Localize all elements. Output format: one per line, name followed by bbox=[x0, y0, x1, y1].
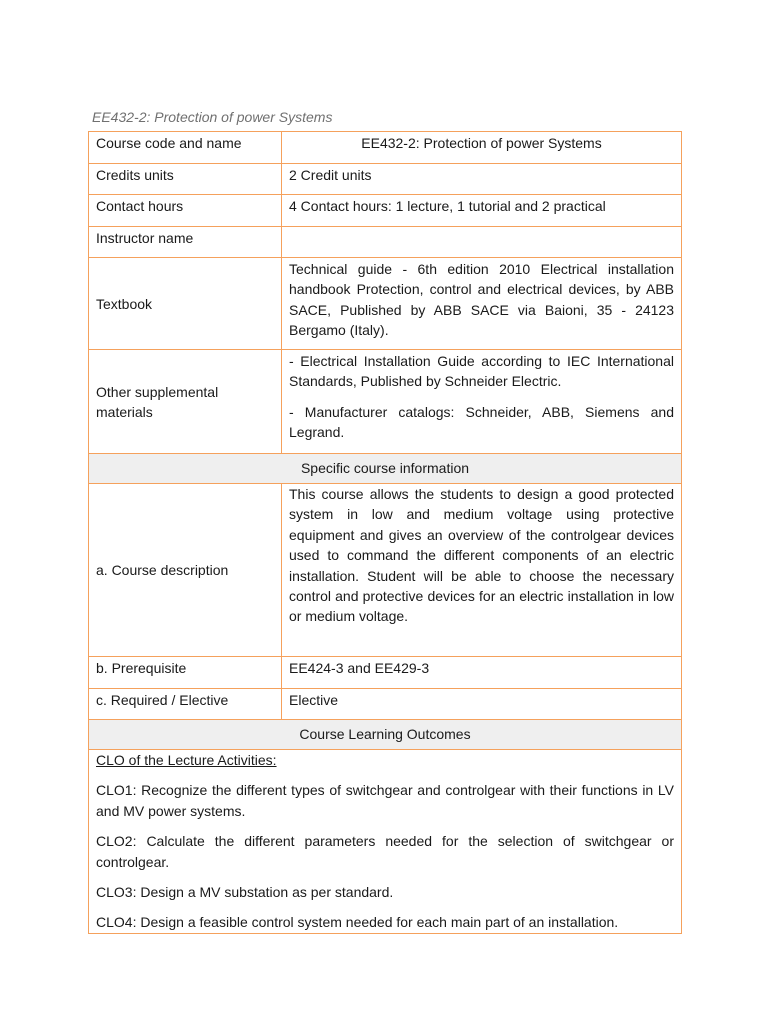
clo-cell bbox=[89, 750, 682, 934]
contact-hours-label: Contact hours bbox=[89, 195, 282, 227]
course-code-label: Course code and name bbox=[89, 132, 282, 164]
supplemental-item: - Electrical Installation Guide according to IEC International Standards, Published by Schneider Electric. bbox=[289, 353, 674, 390]
document-caption: EE432-2: Protection of power Systems bbox=[92, 109, 333, 125]
credits-value: 2 Credit units bbox=[282, 163, 682, 195]
table-row bbox=[89, 350, 682, 454]
table-row bbox=[89, 226, 682, 258]
clo-heading: CLO of the Lecture Activities: bbox=[96, 752, 277, 768]
supplemental-value bbox=[282, 350, 682, 454]
learning-outcomes-header: Course Learning Outcomes bbox=[89, 720, 682, 750]
table-row bbox=[89, 132, 682, 164]
contact-hours-value: 4 Contact hours: 1 lecture, 1 tutorial and 2 practical bbox=[282, 195, 682, 227]
table-row bbox=[89, 258, 682, 350]
table-row bbox=[89, 163, 682, 195]
instructor-value bbox=[282, 226, 682, 258]
supplemental-item: - Manufacturer catalogs: Schneider, ABB, Siemens and Legrand. bbox=[289, 403, 674, 441]
clo-item: CLO2: Calculate the different parameters needed for the selection of switchgear or controlgear. bbox=[96, 833, 674, 870]
credits-label: Credits units bbox=[89, 163, 282, 195]
clo-item: CLO4: Design a feasible control system needed for each main part of an installation. bbox=[96, 914, 619, 931]
course-specification-table bbox=[88, 131, 682, 934]
supplemental-label: Other supplemental materials bbox=[89, 350, 282, 454]
instructor-label: Instructor name bbox=[89, 226, 282, 258]
course-code-value: EE432-2: Protection of power Systems bbox=[282, 132, 682, 164]
textbook-label: Textbook bbox=[89, 258, 282, 350]
table-row bbox=[89, 484, 682, 657]
section-header-row bbox=[89, 720, 682, 750]
course-description-value: This course allows the students to design a good protected system in low and medium voltage using protective equipment and gives an overview of the controlgear devices used to command the different components of an electric installation. Student will be able to choose the necessary control and protective devices for an electric installation in low or medium voltage. bbox=[282, 484, 682, 657]
clo-item: CLO1: Recognize the different types of switchgear and controlgear with their functions in LV and MV power systems. bbox=[96, 782, 674, 819]
textbook-value: Technical guide - 6th edition 2010 Electrical installation handbook Protection, control and electrical devices, by ABB SACE, Published by ABB SACE via Baioni, 35 - 24123 Bergamo (Italy). bbox=[282, 258, 682, 350]
prerequisite-value: EE424-3 and EE429-3 bbox=[282, 657, 682, 689]
section-header-row bbox=[89, 454, 682, 484]
table-row bbox=[89, 195, 682, 227]
clo-item: CLO3: Design a MV substation as per standard. bbox=[96, 884, 394, 901]
required-elective-label: c. Required / Elective bbox=[89, 688, 282, 720]
table-row bbox=[89, 750, 682, 934]
specific-info-header: Specific course information bbox=[89, 454, 682, 484]
table-row bbox=[89, 657, 682, 689]
prerequisite-label: b. Prerequisite bbox=[89, 657, 282, 689]
table-row bbox=[89, 688, 682, 720]
course-description-label: a. Course description bbox=[89, 484, 282, 657]
required-elective-value: Elective bbox=[282, 688, 682, 720]
